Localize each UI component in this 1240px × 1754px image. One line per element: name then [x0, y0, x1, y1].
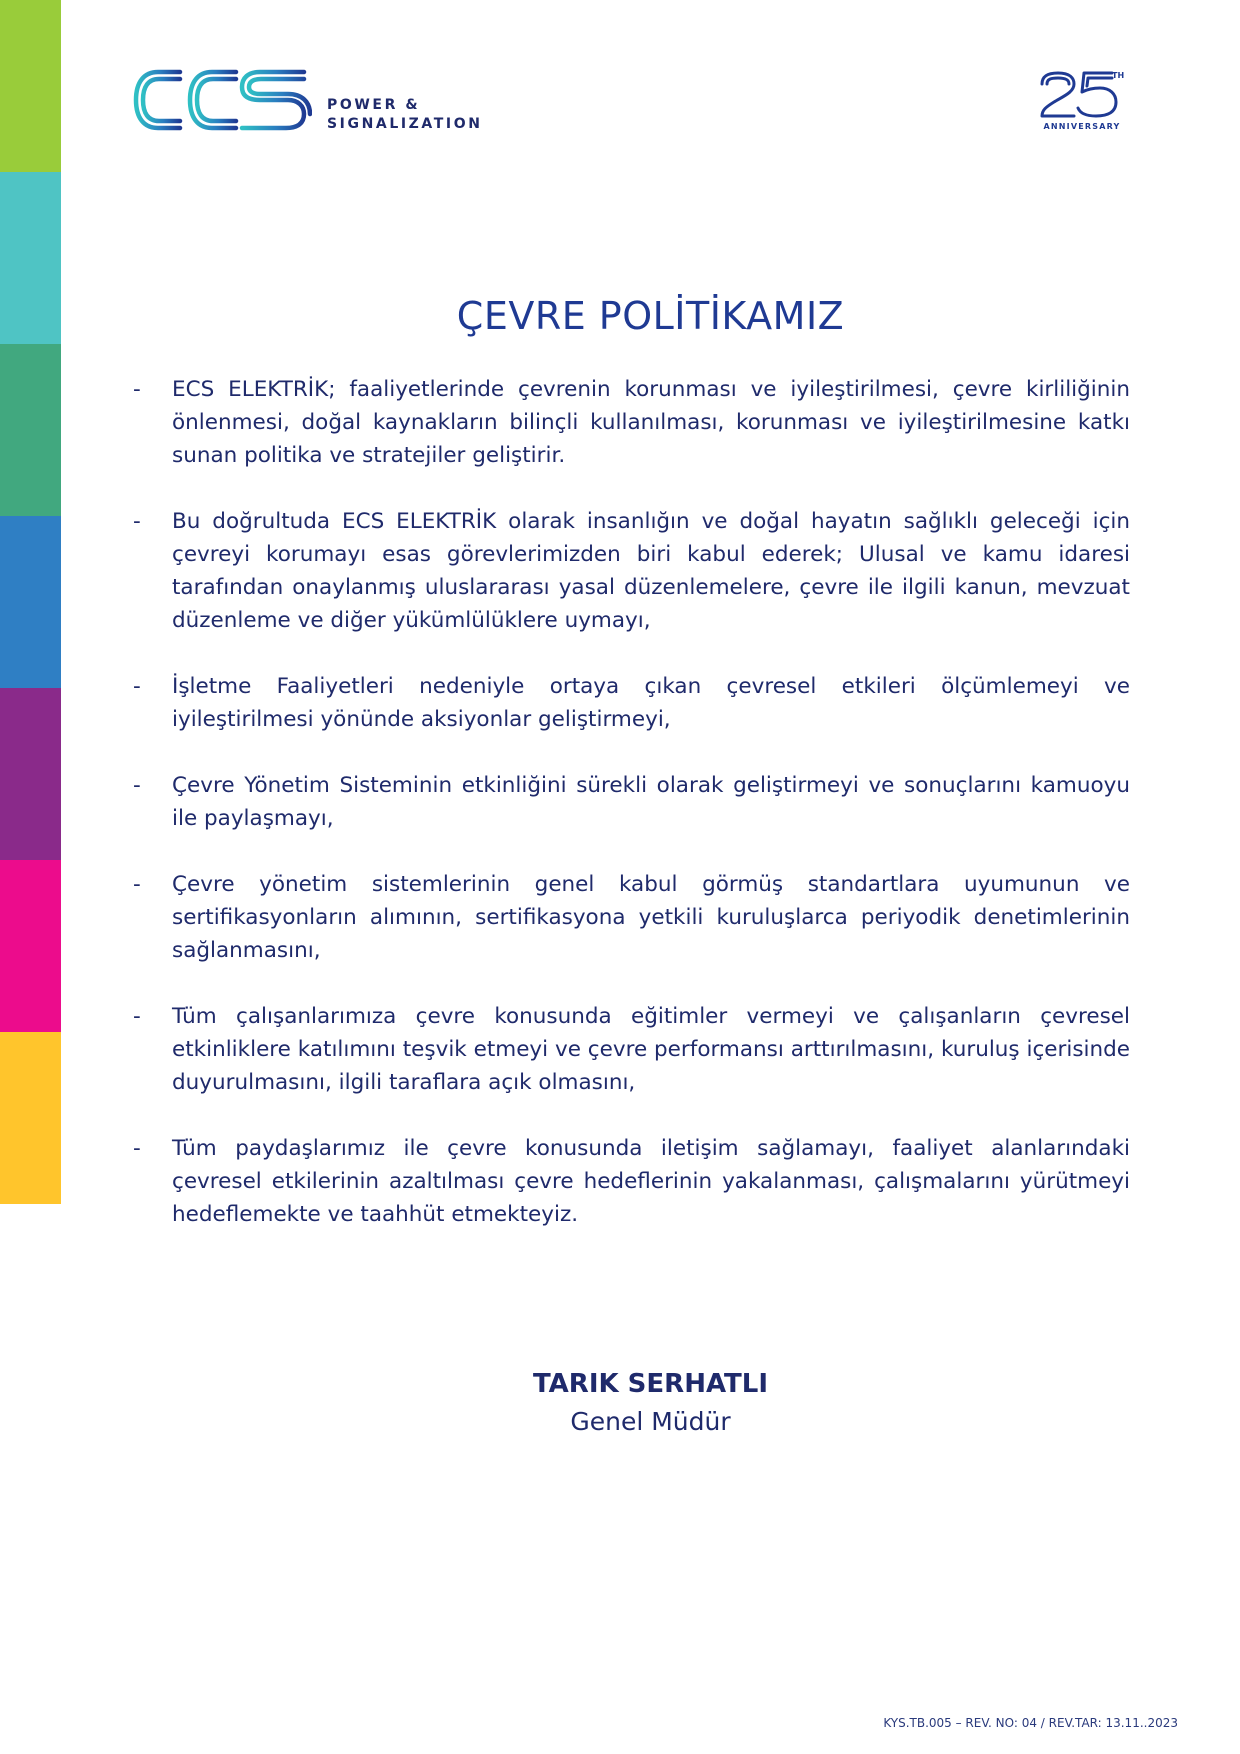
sidebar-stripe [0, 344, 61, 516]
policy-item-text: Tüm çalışanlarımıza çevre konusunda eğitimler vermeyi ve çalışanların çevresel etkinliklere katılımını teşvik etmeyi ve çevre performansı arttırılmasını, kuruluş içerisinde duyurulmasını, ilgili taraflara açık olmasını, [172, 1004, 1130, 1095]
bullet-dash: - [133, 1004, 141, 1029]
policy-item-text: Tüm paydaşlarımız ile çevre konusunda iletişim sağlamayı, faaliyet alanlarındaki çevresel etkilerinin azaltılması çevre hedeflerinin yakalanması, çalışmalarını yürütmeyi hedeflemekte ve taahhüt etmekteyiz. [172, 1136, 1130, 1227]
anniversary-label: ANNIVERSARY [1043, 122, 1121, 131]
signatory-block [61, 1366, 1240, 1442]
signatory-name: TARIK SERHATLI [532, 1369, 769, 1399]
sidebar-stripe [0, 0, 61, 172]
logo-tagline [327, 96, 483, 134]
signatory-title: Genel Müdür [570, 1407, 731, 1436]
policy-list [130, 373, 1130, 1264]
sidebar-stripe [0, 688, 61, 860]
svg-text:TH: TH [1112, 71, 1125, 80]
policy-item [130, 769, 1130, 835]
bullet-dash: - [133, 872, 141, 897]
document-code: KYS.TB.005 – REV. NO: 04 / REV.TAR: 13.11..2023 [883, 1716, 1178, 1730]
policy-item [130, 1132, 1130, 1231]
color-sidebar [0, 0, 61, 1204]
anniversary-logo [1038, 70, 1126, 126]
policy-item-text: Çevre Yönetim Sisteminin etkinliğini sürekli olarak geliştirmeyi ve sonuçlarını kamuoyu ile paylaşmayı, [172, 773, 1130, 831]
policy-item-text: Çevre yönetim sistemlerinin genel kabul görmüş standartlara uyumunun ve sertifikasyonların alımının, sertifikasyona yetkili kuruluşlarca periyodik denetimlerinin sağlanmasını, [172, 872, 1130, 963]
bullet-dash: - [133, 377, 141, 402]
policy-item [130, 373, 1130, 472]
sidebar-stripe [0, 860, 61, 1032]
bullet-dash: - [133, 674, 141, 699]
policy-item [130, 505, 1130, 637]
sidebar-stripe [0, 516, 61, 688]
policy-item [130, 670, 1130, 736]
bullet-dash: - [133, 509, 141, 534]
logo-tagline-line1: POWER & [327, 97, 421, 113]
bullet-dash: - [133, 773, 141, 798]
logo-tagline-line2: SIGNALIZATION [327, 116, 483, 132]
ecs-logo [132, 66, 312, 138]
policy-item [130, 1000, 1130, 1099]
policy-item-text: İşletme Faaliyetleri nedeniyle ortaya çıkan çevresel etkileri ölçümlemeyi ve iyileştirilmesi yönünde aksiyonlar geliştirmeyi, [172, 674, 1130, 732]
policy-item [130, 868, 1130, 967]
bullet-dash: - [133, 1136, 141, 1161]
policy-item-text: ECS ELEKTRİK; faaliyetlerinde çevrenin korunması ve iyileştirilmesi, çevre kirliliğinin önlenmesi, doğal kaynakların bilinçli kullanılması, korunması ve iyileştirilmesine katkı sunan politika ve stratejiler geliştirir. [172, 377, 1130, 468]
policy-item-text: Bu doğrultuda ECS ELEKTRİK olarak insanlığın ve doğal hayatın sağlıklı geleceği için çevreyi korumayı esas görevlerimizden biri kabul ederek; Ulusal ve kamu idaresi tarafından onaylanmış uluslararası yasal düzenlemelere, çevre ile ilgili kanun, mevzuat düzenleme ve diğer yükümlülüklere uymayı, [172, 509, 1130, 633]
sidebar-stripe [0, 1032, 61, 1204]
sidebar-stripe [0, 172, 61, 344]
page-title: ÇEVRE POLİTİKAMIZ [456, 294, 845, 338]
